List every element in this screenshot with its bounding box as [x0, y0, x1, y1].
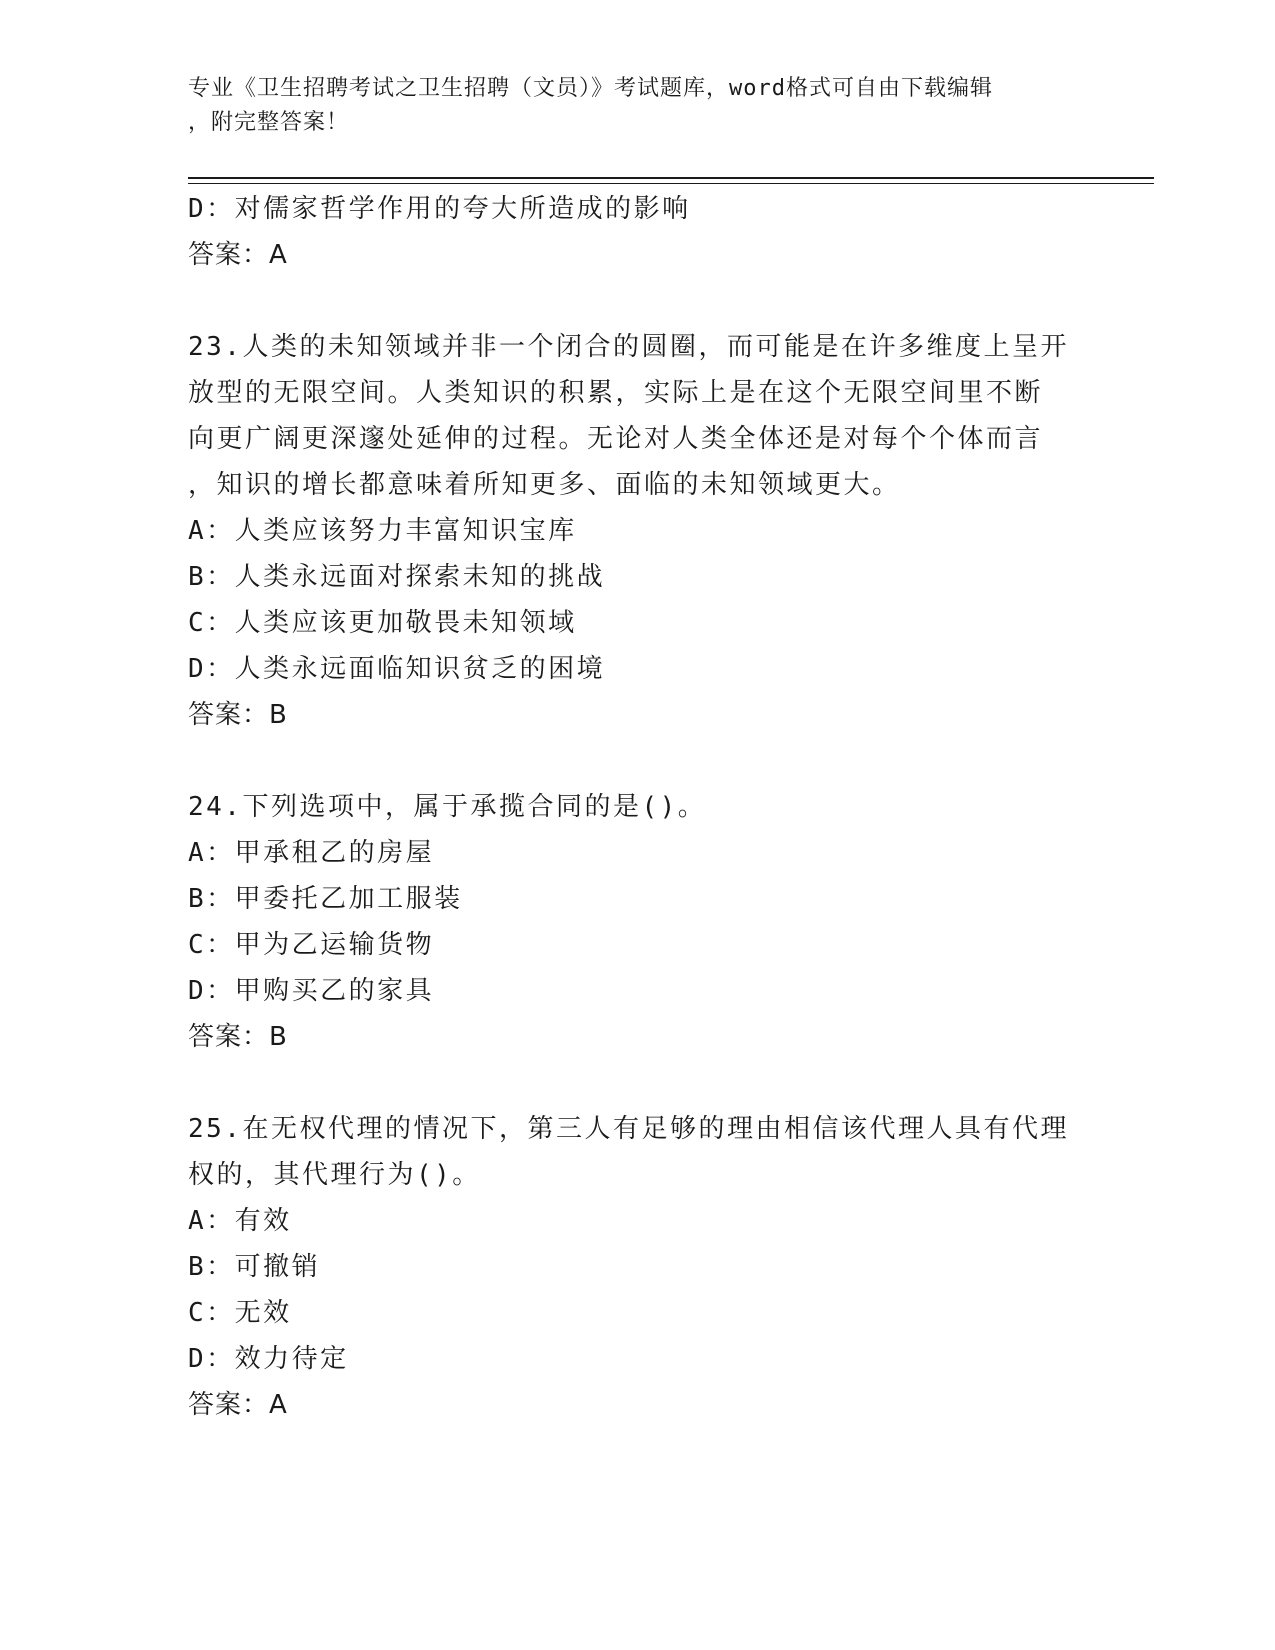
question-23-option-b: B：人类永远面对探索未知的挑战 — [188, 562, 606, 592]
document-header — [188, 72, 1068, 140]
question-24-option-a: A：甲承租乙的房屋 — [188, 838, 435, 868]
question-24-answer: 答案：B — [188, 1022, 288, 1052]
carryover-answer: 答案：A — [188, 240, 288, 270]
question-23-stem-1: 23.人类的未知领域并非一个闭合的圆圈，而可能是在许多维度上呈开 — [188, 332, 1069, 362]
header-rule-thick — [188, 177, 1154, 179]
spacer — [188, 278, 1088, 324]
question-25-stem-2: 权的，其代理行为()。 — [188, 1160, 481, 1190]
header-rule-thin — [188, 183, 1154, 184]
header-line-2: ，附完整答案！ — [188, 110, 350, 135]
question-23 — [188, 324, 1088, 738]
question-24 — [188, 784, 1088, 1060]
spacer — [188, 738, 1088, 784]
question-23-option-a: A：人类应该努力丰富知识宝库 — [188, 516, 577, 546]
question-25-option-b: B：可撤销 — [188, 1252, 321, 1282]
question-23-stem-4: ，知识的增长都意味着所知更多、面临的未知领域更大。 — [188, 470, 901, 500]
question-25-option-d: D：效力待定 — [188, 1344, 349, 1374]
question-25-option-a: A：有效 — [188, 1206, 292, 1236]
question-24-option-b: B：甲委托乙加工服装 — [188, 884, 463, 914]
question-24-stem-1: 24.下列选项中，属于承揽合同的是()。 — [188, 792, 707, 822]
question-23-stem-3: 向更广阔更深邃处延伸的过程。无论对人类全体还是对每个个体而言 — [188, 424, 1044, 454]
question-25-option-c: C：无效 — [188, 1298, 292, 1328]
question-24-option-c: C：甲为乙运输货物 — [188, 930, 435, 960]
spacer — [188, 1060, 1088, 1106]
question-content — [188, 186, 1088, 1428]
question-24-option-d: D：甲购买乙的家具 — [188, 976, 435, 1006]
question-25 — [188, 1106, 1088, 1428]
question-23-option-d: D：人类永远面临知识贫乏的困境 — [188, 654, 606, 684]
carryover-option-d: D：对儒家哲学作用的夸大所造成的影响 — [188, 194, 691, 224]
question-25-stem-1: 25.在无权代理的情况下，第三人有足够的理由相信该代理人具有代理 — [188, 1114, 1069, 1144]
header-line-1: 专业《卫生招聘考试之卫生招聘（文员）》考试题库，word格式可自由下载编辑 — [188, 76, 993, 101]
question-23-option-c: C：人类应该更加敬畏未知领域 — [188, 608, 577, 638]
question-23-answer: 答案：B — [188, 700, 288, 730]
question-25-answer: 答案：A — [188, 1390, 288, 1420]
question-23-stem-2: 放型的无限空间。人类知识的积累，实际上是在这个无限空间里不断 — [188, 378, 1044, 408]
